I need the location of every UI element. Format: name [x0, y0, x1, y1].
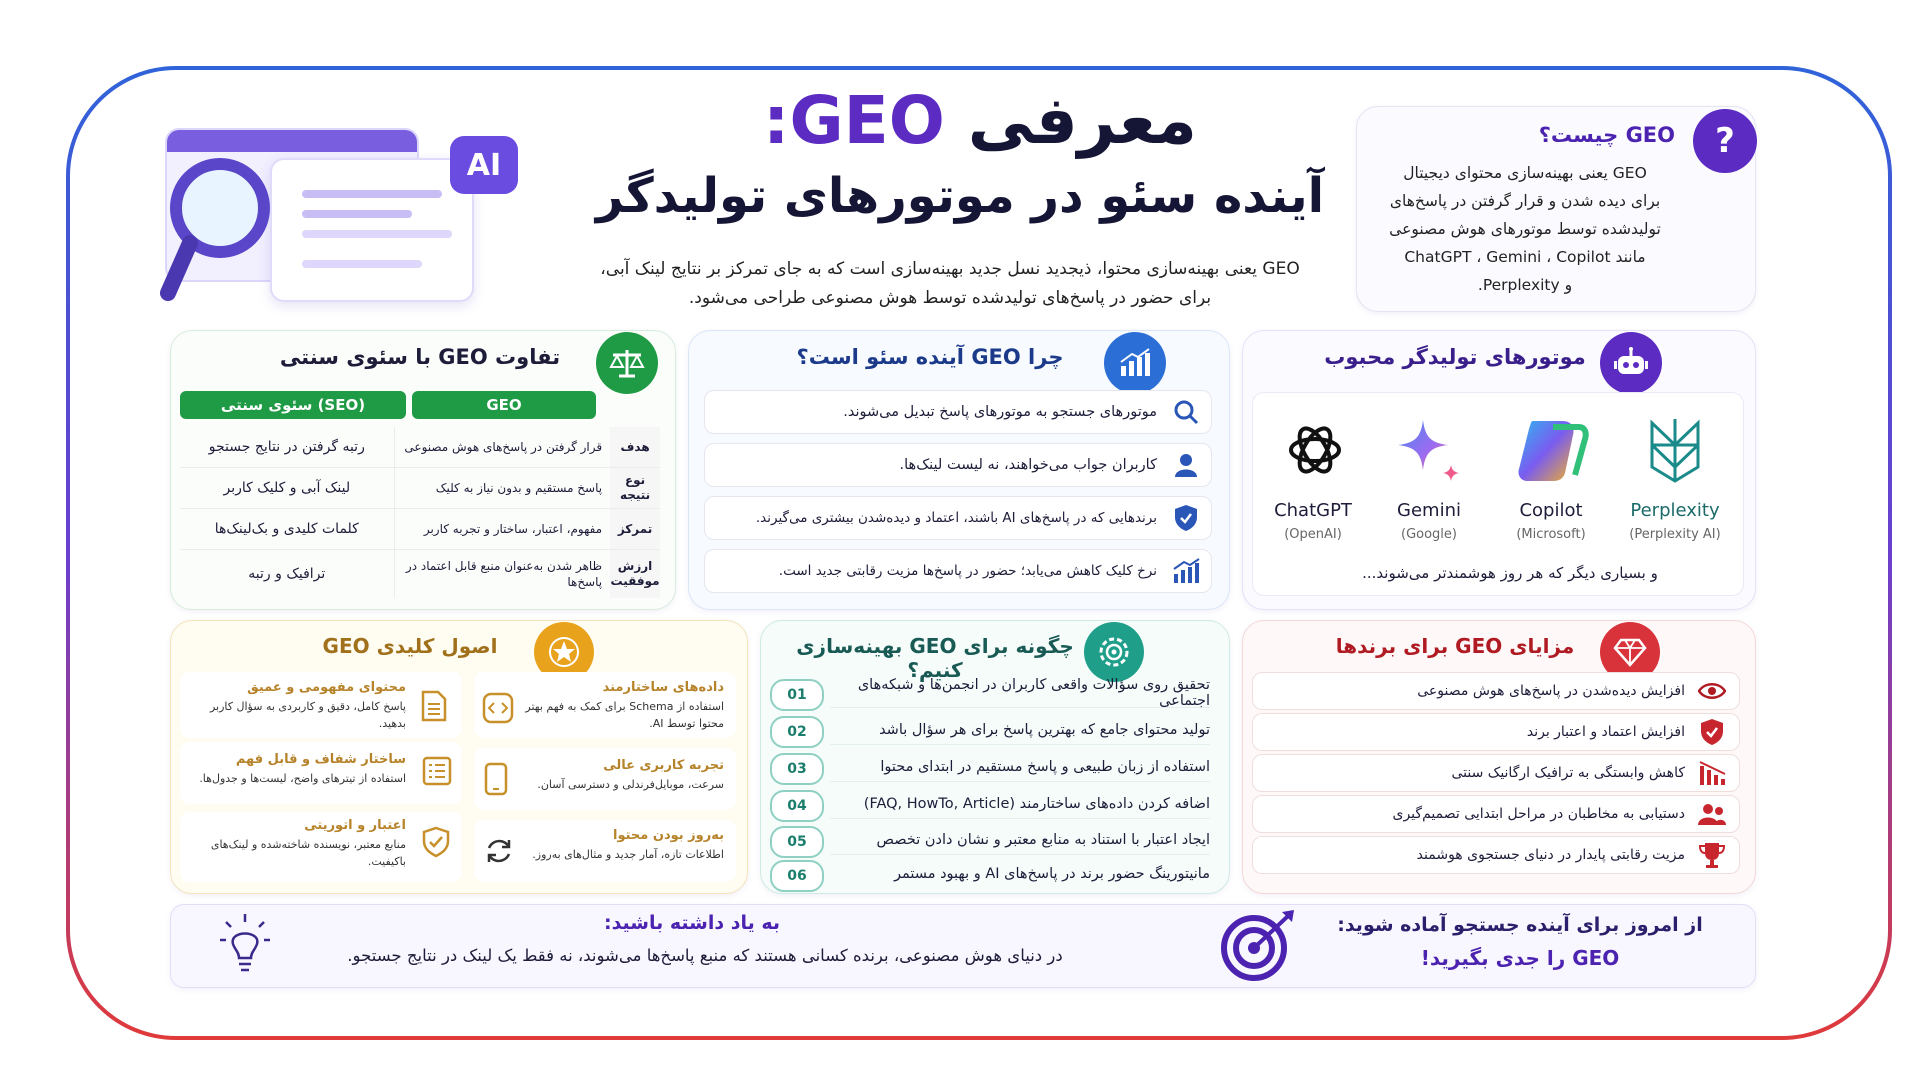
title-text: معرفی — [967, 82, 1197, 159]
intro-text — [560, 255, 1340, 313]
step-number: 01 — [770, 679, 824, 711]
benefit-item — [1252, 672, 1740, 710]
why-title: چرا GEO آینده سئو است؟ — [796, 345, 1064, 369]
decline-chart-icon — [1685, 760, 1739, 786]
what-is-line: و Perplexity. — [1477, 276, 1573, 294]
title-colon: : — [763, 82, 790, 159]
difference-title: تفاوت GEO با سئوی سنتی — [279, 345, 561, 369]
benefits-title: مزایای GEO برای برندها — [1335, 634, 1575, 658]
user-icon — [1161, 452, 1211, 478]
step-number: 02 — [770, 716, 824, 748]
why-item-text: کاربران جواب می‌خواهند، نه لیست لینک‌ها. — [899, 457, 1157, 473]
benefit-text: کاهش وابستگی به ترافیک ارگانیک سنتی — [1451, 765, 1685, 781]
principle-desc: محتوا توسط AI. — [649, 717, 724, 730]
shield-icon — [1685, 718, 1739, 746]
subtitle-text: آینده سئو در موتورهای تولیدگر — [595, 168, 1325, 224]
chart-icon — [1161, 558, 1211, 584]
step-text: تولید محتوای جامع که بهترین پاسخ برای هر سؤال باشد — [830, 716, 1210, 745]
what-is-body — [1365, 159, 1685, 299]
refresh-icon — [484, 836, 514, 870]
geo-cell: مفهوم، اعتبار، ساختار و تجربه کاربر — [423, 522, 603, 536]
engine-sub-copilot: (Microsoft) — [1516, 527, 1586, 542]
question-glyph: ? — [1715, 121, 1735, 161]
list-item — [704, 443, 1212, 487]
remember-title: به یاد داشته باشید: — [603, 912, 780, 934]
title-geo: GEO — [789, 82, 945, 159]
principle-desc: استفاده از تیترهای واضح، لیست‌ها و جدول‌ها. — [199, 772, 406, 785]
principle-heading: تجربه کاربری عالی — [603, 758, 724, 773]
engine-name-chatgpt: ChatGPT — [1274, 500, 1352, 521]
browser-window-front — [270, 158, 474, 302]
copilot-logo-icon — [1513, 415, 1589, 485]
growth-chart-icon — [1104, 332, 1166, 394]
benefit-text: مزیت رقابتی پایدار در دنیای جستجوی هوشمند — [1416, 847, 1685, 863]
howto-title: چگونه برای GEO بهینه‌سازی کنیم؟ — [796, 634, 1074, 682]
geo-cell: پاسخ مستقیم و بدون نیاز به کلیک — [435, 481, 603, 495]
seo-cell: ترافیک و رتبه — [180, 550, 395, 598]
benefit-text: دستیابی به مخاطبان در مراحل ابتدایی تصمیم‌گیری — [1392, 806, 1685, 822]
table-row — [180, 468, 660, 509]
geo-cell: ظاهر شدن به‌عنوان منبع قابل اعتماد در پاسخ‌ها — [405, 559, 603, 589]
table-row — [180, 509, 660, 550]
benefit-text: افزایش اعتماد و اعتبار برند — [1526, 724, 1685, 740]
principle-tile — [180, 672, 462, 738]
step-number: 05 — [770, 826, 824, 858]
step-text: اضافه کردن داده‌های ساختارمند (FAQ, HowTo, Article) — [830, 790, 1210, 819]
principle-heading: داده‌های ساختارمند — [602, 680, 724, 695]
principle-heading: محتوای مفهومی و عمیق — [247, 680, 406, 695]
step-number: 04 — [770, 790, 824, 822]
engine-sub-perplexity: (Perplexity AI) — [1629, 527, 1721, 542]
users-icon — [1685, 802, 1739, 826]
engines-more-text: و بسیاری دیگر که هر روز هوشمندتر می‌شوند... — [1362, 564, 1658, 582]
shield-icon — [1161, 504, 1211, 532]
target-arrow-icon — [1218, 908, 1298, 982]
search-icon — [1161, 399, 1211, 425]
question-icon — [1693, 109, 1757, 173]
step-number: 06 — [770, 860, 824, 892]
cta-line-2: GEO را جدی بگیرید! — [1420, 946, 1620, 970]
engine-sub-gemini: (Google) — [1401, 527, 1457, 542]
target-gear-icon — [1084, 622, 1144, 682]
seo-cell: کلمات کلیدی و بک‌لینک‌ها — [180, 509, 395, 549]
robot-icon — [1600, 332, 1662, 394]
subtitle — [570, 168, 1350, 224]
row-label: ارزش موفقیت — [610, 550, 660, 598]
what-is-line: GEO یعنی بهینه‌سازی محتوای دیجیتال — [1403, 164, 1647, 182]
why-item-text: برندهایی که در پاسخ‌های AI باشند، اعتماد و دیده‌شدن بیشتری می‌گیرند. — [755, 510, 1157, 526]
principle-tile — [474, 672, 736, 738]
principle-desc: باکیفیت. — [367, 855, 406, 868]
ai-badge — [450, 136, 518, 194]
what-is-line: تولیدشده توسط موتورهای هوش مصنوعی — [1389, 220, 1661, 238]
perplexity-logo-icon — [1640, 415, 1710, 485]
chatgpt-logo-icon — [1280, 415, 1350, 485]
principle-tile — [180, 812, 462, 882]
principles-title: اصول کلیدی GEO — [322, 634, 498, 658]
cta-line-1: از امروز برای آینده جستجو آماده شوید: — [1337, 914, 1703, 936]
principle-tile — [180, 742, 462, 804]
engine-name-perplexity: Perplexity — [1630, 500, 1720, 521]
principle-tile — [474, 748, 736, 810]
engine-name-gemini: Gemini — [1397, 500, 1461, 521]
principle-heading: اعتبار و اتوریتی — [304, 818, 406, 833]
geo-cell: قرار گرفتن در پاسخ‌های هوش مصنوعی — [404, 440, 603, 454]
benefit-item — [1252, 754, 1740, 792]
why-item-text: موتورهای جستجو به موتورهای پاسخ تبدیل می‌شوند. — [843, 404, 1157, 420]
list-icon — [422, 756, 452, 790]
list-item — [704, 496, 1212, 540]
what-is-line: مانند ChatGPT ، Gemini ، Copilot — [1404, 248, 1646, 266]
seo-cell: رتبه گرفتن در نتایج جستجو — [180, 427, 395, 467]
row-label: نوع نتیجه — [610, 468, 660, 508]
benefit-item — [1252, 836, 1740, 874]
main-title — [600, 82, 1360, 159]
engine-sub-chatgpt: (OpenAI) — [1284, 527, 1342, 542]
principle-desc: پاسخ کامل، دقیق و کاربردی به سؤال کاربر بدهید. — [209, 700, 406, 730]
principle-desc: استفاده از Schema برای کمک به فهم بهتر — [525, 700, 724, 713]
step-text: ایجاد اعتبار با استناد به منابع معتبر و نشان دادن تخصص — [830, 826, 1210, 855]
remember-text: در دنیای هوش مصنوعی، برنده کسانی هستند که منبع پاسخ‌ها می‌شوند، نه فقط یک لینک در نتایج جستجو. — [347, 946, 1063, 965]
step-text: تحقیق روی سؤالات واقعی کاربران در انجمن‌ها و شبکه‌های اجتماعی — [830, 679, 1210, 708]
shield-check-icon — [422, 826, 450, 862]
step-text: مانیتورینگ حضور برند در پاسخ‌های AI و بهبود مستمر — [894, 866, 1210, 882]
benefit-item — [1252, 795, 1740, 833]
code-icon — [482, 692, 514, 728]
principle-desc: اطلاعات تازه، آمار جدید و مثال‌های به‌روز. — [532, 848, 724, 861]
what-is-line: برای دیده شدن و قرار گرفتن در پاسخ‌های — [1389, 192, 1661, 210]
ai-badge-label: AI — [466, 147, 502, 183]
what-is-card — [1356, 106, 1756, 312]
document-icon — [420, 690, 448, 726]
intro-line-1: GEO یعنی بهینه‌سازی محتوا، ذیجدید نسل جدید بهینه‌سازی است که به جای تمرکز بر نتایج لینک آبی، — [600, 259, 1300, 279]
benefit-item — [1252, 713, 1740, 751]
row-label: تمرکز — [610, 509, 660, 549]
benefit-text: افزایش دیده‌شدن در پاسخ‌های هوش مصنوعی — [1417, 683, 1685, 699]
seo-cell: لینک آبی و کلیک کاربر — [180, 468, 395, 508]
step-number: 03 — [770, 753, 824, 785]
intro-line-2: برای حضور در پاسخ‌های تولیدشده توسط هوش مصنوعی طراحی می‌شود. — [688, 288, 1212, 308]
mobile-icon — [484, 762, 508, 800]
row-label: هدف — [610, 427, 660, 467]
step-text: استفاده از زبان طبیعی و پاسخ مستقیم در ابتدای محتوا — [830, 753, 1210, 782]
lightbulb-icon — [212, 910, 278, 980]
principle-heading: ساختار شفاف و قابل فهم — [235, 752, 406, 767]
why-item-text: نرخ کلیک کاهش می‌یابد؛ حضور در پاسخ‌ها مزیت رقابتی جدید است. — [778, 563, 1157, 579]
magnifier-icon — [160, 148, 290, 308]
list-item — [704, 549, 1212, 593]
scale-icon — [596, 332, 658, 394]
col-header-seo: سئوی سنتی (SEO) — [180, 391, 406, 419]
engines-title: موتورهای تولیدگر محبوب — [1324, 345, 1586, 369]
list-item — [704, 390, 1212, 434]
col-header-geo: GEO — [412, 391, 596, 419]
table-row — [180, 550, 660, 598]
table-row — [180, 427, 660, 468]
principle-desc: منابع معتبر، نویسنده شاخته‌شده و لینک‌های — [210, 838, 406, 851]
eye-icon — [1685, 682, 1739, 700]
engine-name-copilot: Copilot — [1519, 500, 1583, 521]
principle-tile — [474, 820, 736, 882]
trophy-icon — [1685, 841, 1739, 869]
principle-desc: سرعت، موبایل‌فرندلی و دسترسی آسان. — [537, 778, 724, 791]
what-is-title: GEO چیست؟ — [1538, 123, 1675, 147]
gemini-logo-icon — [1393, 415, 1463, 485]
principle-heading: به‌روز بودن محتوا — [613, 828, 724, 843]
hero-illustration — [160, 108, 520, 308]
